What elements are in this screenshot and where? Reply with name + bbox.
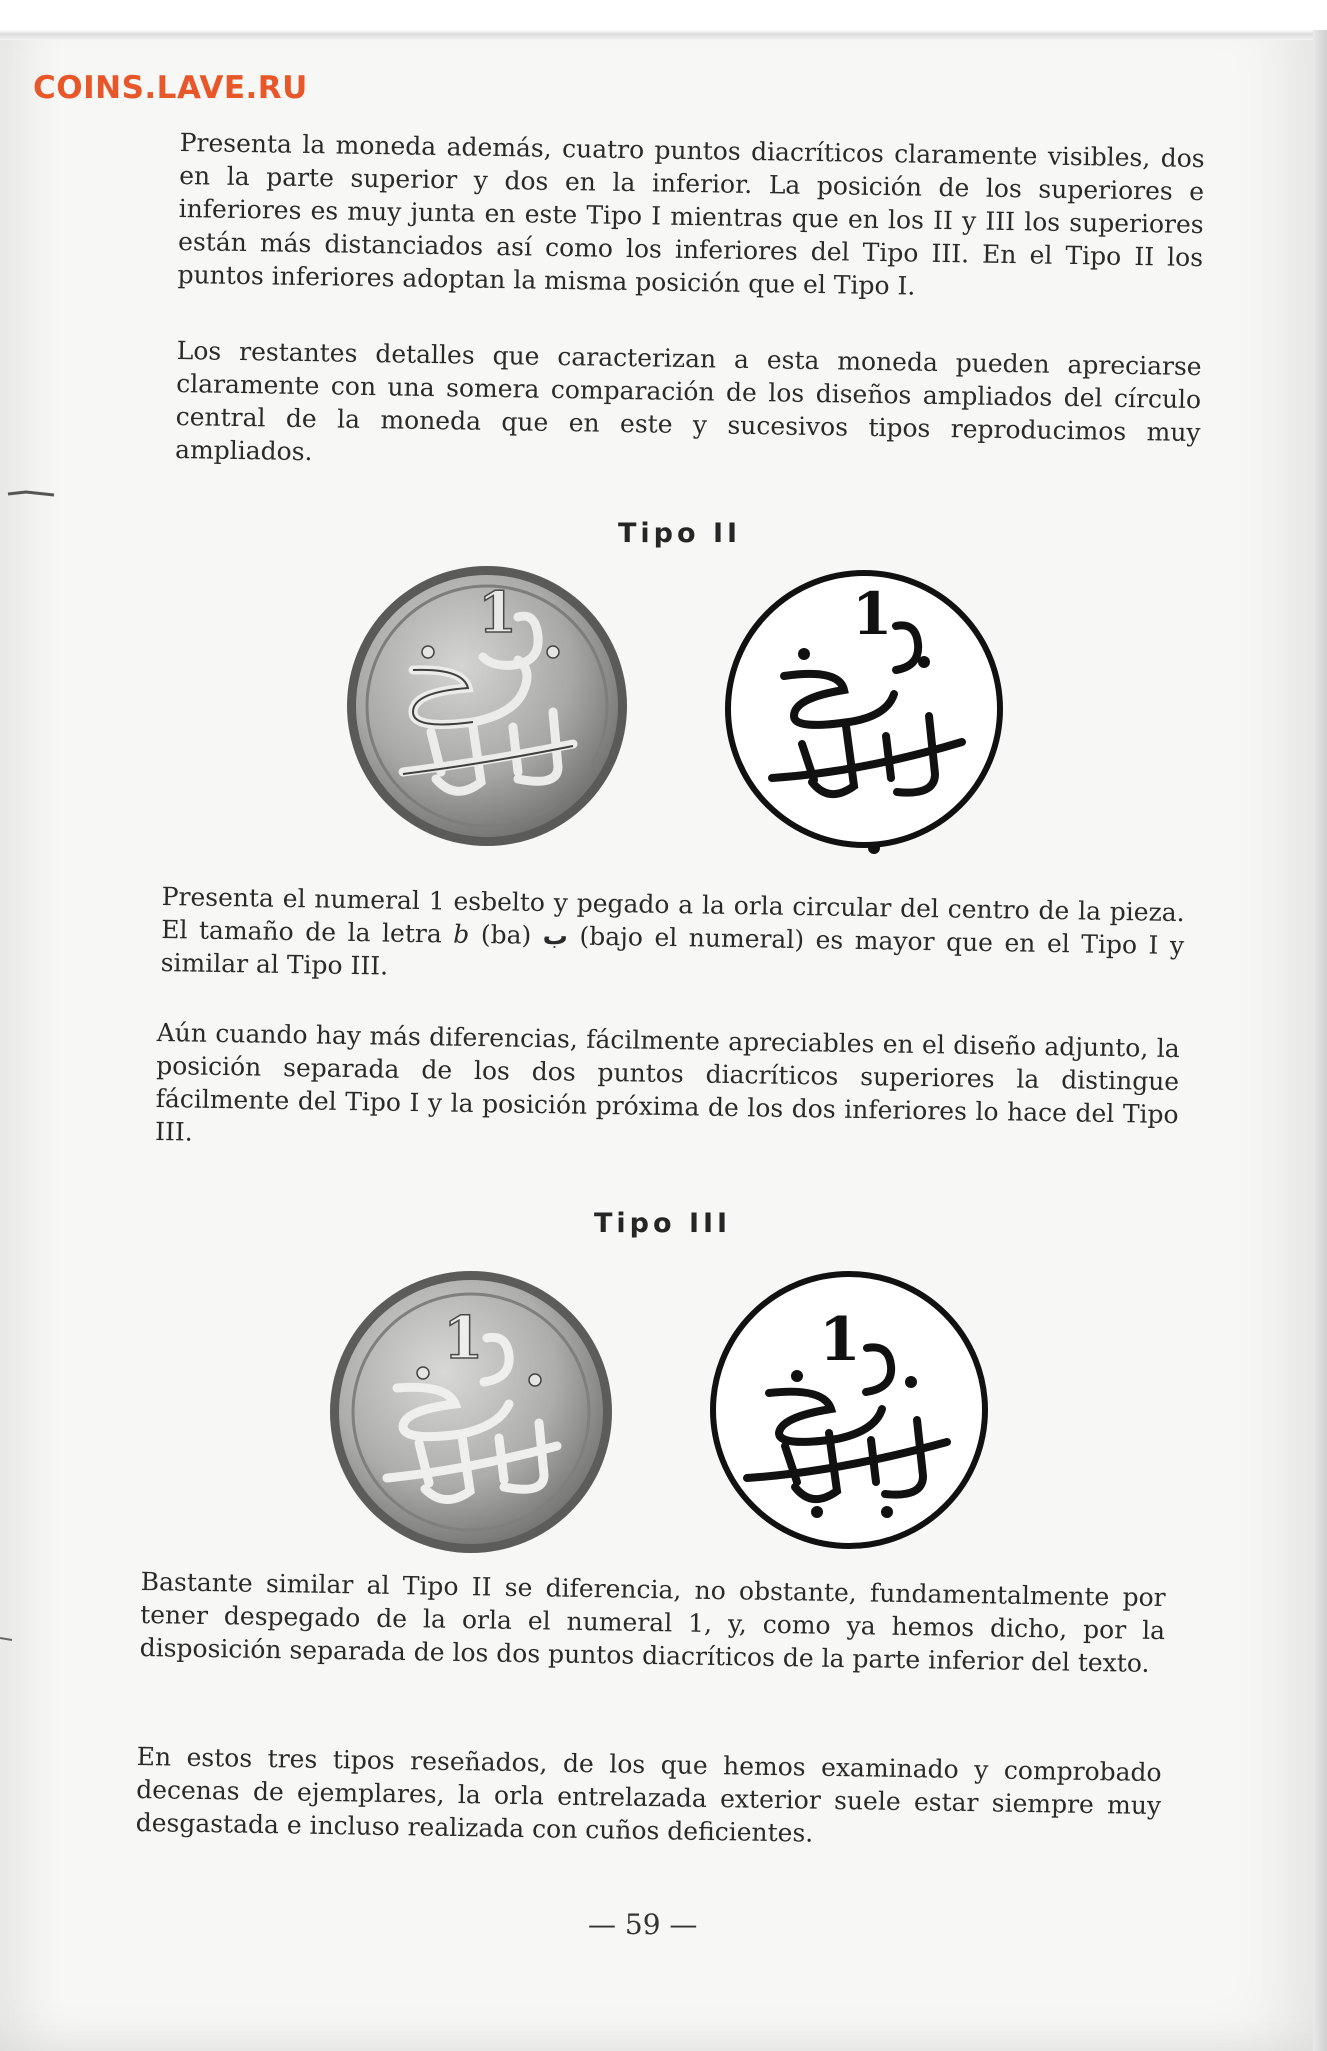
paragraph-tipo-2-differences: Aún cuando hay más diferencias, fácilmente apreciables en el diseño adjunto, la posición separada de los dos puntos diacríticos superiores la distingue fácilmente del Tipo I y la posición próxima de los dos inferiores lo hace del Tipo III. [154,1017,1180,1147]
coin-photo-tipo-2 [343,562,631,850]
page-right-edge [1313,30,1327,2051]
coin-drawing-tipo-3 [707,1268,991,1552]
arabic-letter-ba: ب [542,920,569,951]
coin-photo-tipo-3 [327,1268,615,1556]
margin-tick [0,1630,14,1646]
paragraph-three-types-summary: En estos tres tipos reseñados, de los que hemos examinado y comprobado decenas de ejemplares, la orla entrelazada exterior suele estar siempre muy desgastada e incluso realizada con cuños deficientes. [135,1741,1162,1848]
coin-numeral-3: 1 [443,1304,484,1372]
p3-text-d: (bajo el numeral) es mayor que en el Tipo I y similar al Tipo III. [160,921,1185,981]
drawing-numeral: 1 [852,580,893,648]
p3-letter-b: b [453,919,470,949]
drawing-numeral-3: 1 [819,1305,861,1375]
p3-text-c: (ba) [469,919,544,950]
paragraph-remaining-details: Los restantes detalles que caracterizan a esta moneda pueden apreciarse claramente con una somera comparación de los diseños ampliados del círculo central de la moneda que en este y sucesivos tipos reproducimos muy ampliados. [174,335,1202,467]
heading-tipo-2: Tipo II [618,518,742,549]
paragraph-diacritic-dots: Presenta la moneda además, cuatro puntos diacríticos claramente visibles, dos en la parte superior y dos en la inferior. La posición de los superiores e inferiores es muy junta en este Tipo I mientras que en los II y III los superiores están más distanciados así como los inferiores del Tipo III. En el Tipo II los puntos inferiores adoptan la misma posición que el Tipo I. [177,127,1205,301]
paragraph-tipo-2-numeral [160,880,1184,995]
p3-text-a: Presenta el numeral 1 esbelto y pegado a la orla circular del centro de la pieza. El tamaño de la letra [160,881,1185,949]
heading-tipo-3: Tipo III [594,1208,732,1239]
coin-numeral: 1 [478,580,517,646]
margin-mark [6,486,58,500]
paragraph-tipo-3-description: Bastante similar al Tipo II se diferencia, no obstante, fundamentalmente por tener despegado de la orla el numeral 1, y, como ya hemos dicho, por la disposición separada de los dos puntos diacríticos de la parte inferior del texto. [139,1566,1166,1678]
site-watermark: COINS.LAVE.RU [33,70,308,106]
page-number: — 59 — [588,1908,698,1941]
scan-top-edge [0,0,1327,40]
coin-drawing-tipo-2 [724,566,1004,862]
